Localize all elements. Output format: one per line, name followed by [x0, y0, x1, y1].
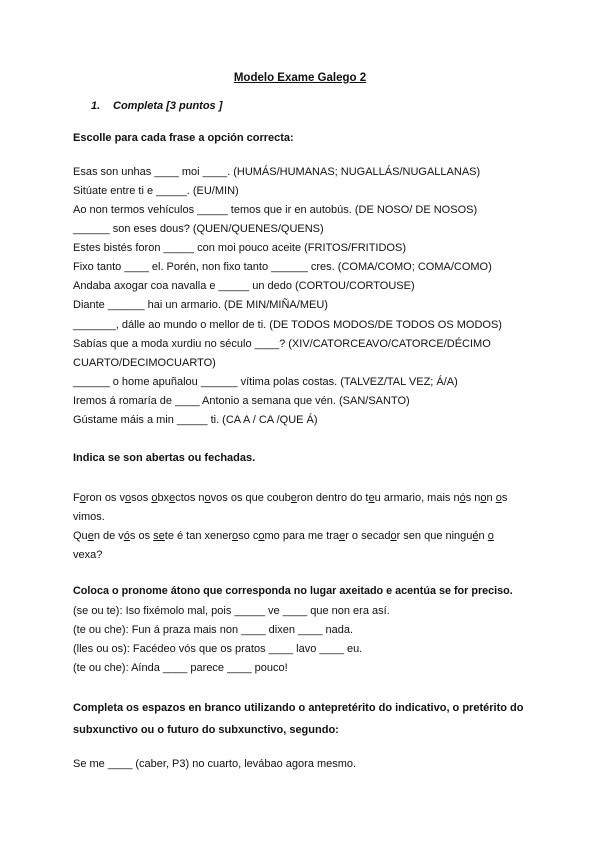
text-segment: s n: [465, 492, 481, 504]
exercise-1-line: CUARTO/DECIMOCUARTO): [73, 357, 216, 369]
underlined-vowel: e: [368, 492, 375, 504]
underlined-vowel: e: [169, 492, 176, 504]
underlined-vowel: e: [87, 530, 94, 542]
section-label: Completa [3 puntos ]: [113, 100, 223, 112]
exercise-1-line: Andaba axogar coa navalla e _____ un dedo (CORTOU/CORTOUSE): [73, 280, 415, 292]
exercise-1-instruction: Escolle para cada frase a opción correcta:: [73, 132, 294, 144]
text-segment: n: [486, 492, 496, 504]
exercise-1-line: Iremos á romaría de ____ Antonio a semana que vén. (SAN/SANTO): [73, 395, 410, 407]
text-segment: r o secad: [345, 530, 391, 542]
text-segment: vimos.: [73, 511, 105, 523]
text-segment: ron os v: [85, 492, 125, 504]
underlined-vowel: o: [495, 492, 502, 504]
underlined-vowel: e: [339, 530, 346, 542]
text-segment: mo para me tra: [264, 530, 340, 542]
underlined-vowel: o: [79, 492, 86, 504]
exercise-4-line: Se me ____ (caber, P3) no cuarto, levábao agora mesmo.: [73, 758, 357, 770]
text-segment: ctos n: [175, 492, 205, 504]
document-title: Modelo Exame Galego 2: [233, 72, 367, 84]
underlined-vowel: o: [390, 530, 397, 542]
exercise-2-line: [73, 491, 507, 505]
underlined-vowel: ó: [459, 492, 466, 504]
exercise-2-instruction: Indica se son abertas ou fechadas.: [73, 452, 256, 464]
underlined-vowel: se: [153, 530, 165, 542]
text-segment: vexa?: [73, 549, 103, 561]
exercise-1-line: ______ o home apuñalou ______ vítima polas costas. (TALVEZ/TAL VEZ; Á/A): [73, 376, 458, 388]
text-segment: Qu: [73, 530, 88, 542]
exercise-1-line: Sabías que a moda xurdiu no século ____? (XIV/CATORCEAVO/CATORCE/DÉCIMO: [73, 338, 491, 350]
underlined-vowel: o: [151, 492, 158, 504]
text-segment: n de v: [93, 530, 124, 542]
underlined-vowel: e: [290, 492, 297, 504]
exercise-1-line: Fixo tanto ____ el. Porén, non fixo tanto ______ cres. (COMA/COMO; COMA/COMO): [73, 261, 492, 273]
underlined-vowel: ó: [123, 530, 130, 542]
exercise-2-line: [73, 548, 102, 562]
text-segment: sos: [131, 492, 152, 504]
underlined-vowel: o: [204, 492, 211, 504]
exercise-3-line: (te ou che): Aínda ____ parece ____ pouco!: [73, 662, 288, 674]
exercise-1-line: Sitúate entre ti e _____. (EU/MIN): [73, 185, 239, 197]
text-segment: vos os que coub: [210, 492, 291, 504]
underlined-vowel: o: [480, 492, 487, 504]
exercise-3-line: (se ou te): Iso fixémolo mal, pois _____ ve ____ que non era así.: [73, 605, 390, 617]
text-segment: n: [478, 530, 488, 542]
exercise-1-line: ______ son eses dous? (QUEN/QUENES/QUENS): [73, 223, 324, 235]
underlined-vowel: o: [232, 530, 239, 542]
exercise-3-instruction: Coloca o pronome átono que corresponda no lugar axeitado e acentúa se for preciso.: [73, 585, 513, 597]
text-segment: s: [501, 492, 508, 504]
exercise-4-instruction: Completa os espazos en branco utilizando o antepretérito do indicativo, o pretérito do subxunctivo ou o futuro do subxunctivo, segundo:: [73, 702, 524, 736]
underlined-vowel: é: [472, 530, 479, 542]
exercise-1-line: _______, dálle ao mundo o mellor de ti. (DE TODOS MODOS/DE TODOS OS MODOS): [73, 319, 502, 331]
exercise-3-line: (lles ou os): Facédeo vós que os pratos ____ lavo ____ eu.: [73, 643, 363, 655]
underlined-vowel: o: [125, 492, 132, 504]
exercise-2-line: [73, 529, 494, 543]
exercise-1-line: Esas son unhas ____ moi ____. (HUMÁS/HUMANAS; NUGALLÁS/NUGALLANAS): [73, 166, 481, 178]
text-segment: bx: [157, 492, 170, 504]
underlined-vowel: o: [258, 530, 265, 542]
text-segment: te é tan xener: [164, 530, 233, 542]
text-segment: so c: [238, 530, 259, 542]
text-segment: F: [73, 492, 80, 504]
section-1-heading: [91, 100, 222, 112]
exercise-3-line: (te ou che): Fun á praza mais non ____ dixen ____ nada.: [73, 624, 354, 636]
text-segment: ron dentro do t: [296, 492, 369, 504]
text-segment: r sen que ningu: [396, 530, 473, 542]
text-segment: u armario, mais n: [374, 492, 460, 504]
exercise-1-line: Diante ______ hai un armario. (DE MIN/MIÑA/MEU): [73, 299, 328, 311]
underlined-vowel: o: [487, 530, 494, 542]
exercise-1-line: Estes bistés foron _____ con moi pouco aceite (FRITOS/FRITIDOS): [73, 242, 406, 254]
section-number: 1.: [91, 100, 101, 112]
text-segment: s os: [129, 530, 154, 542]
exercise-1-line: Gústame máis a min _____ ti. (CA A / CA /QUE Á): [73, 414, 318, 426]
exercise-1-line: Ao non termos vehículos _____ temos que ir en autobús. (DE NOSO/ DE NOSOS): [73, 204, 478, 216]
exercise-2-line: [73, 510, 105, 524]
